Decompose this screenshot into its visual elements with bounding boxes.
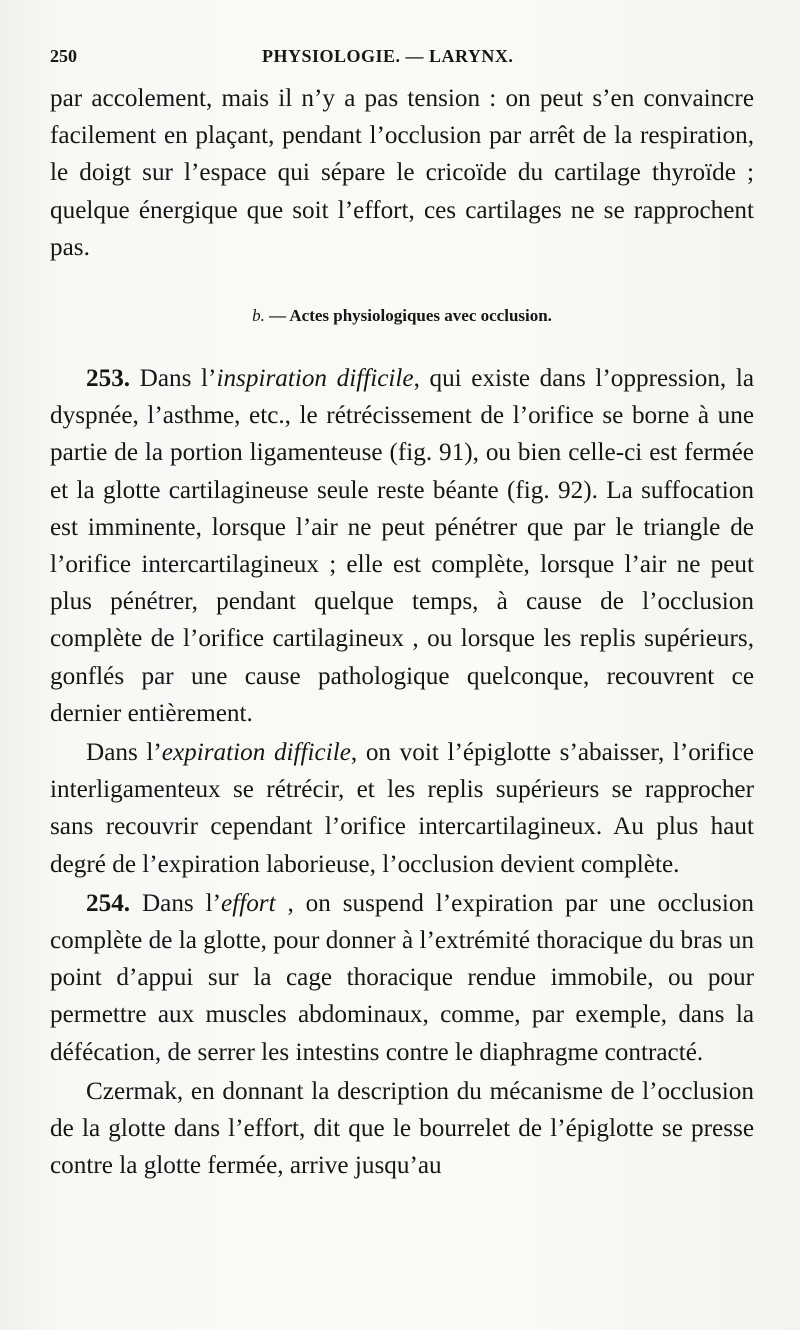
running-head <box>50 42 750 72</box>
paragraph-253 <box>50 360 754 732</box>
paragraph-text: , on voit l’épiglotte s’abaisser, l’orifice interligamenteux se rétrécir, et les replis supérieurs se rapprocher sans recouvrir cependant l’orifice intercartilagineux. Au plus haut degré de l’expiration laborieuse, l’occlusion devient complète. <box>50 739 754 878</box>
section-letter: b. <box>252 306 265 326</box>
italic-term: inspiration difficile <box>216 365 414 393</box>
paragraph-text: Dans l’ <box>130 365 217 393</box>
paragraph-text: , on suspend l’expiration par une occlusion complète de la glotte, pour donner à l’extrémité thoracique du bras un point d’appui sur la cage thoracique rendue immobile, ou pour permettre aux muscles abdominaux, comme, par exemple, dans la défécation, de serrer les intestins contre le diaphragme contracté. <box>50 889 755 1066</box>
body-text <box>50 80 754 1184</box>
paragraph-text: , qui existe dans l’oppression, la dyspnée, l’asthme, etc., le rétrécissement de l’orifice se borne à une partie de la portion ligamenteuse (fig. 91), ou bien celle-ci est fermée et la glotte cartilagineuse seule reste béante (fig. 92). La suffocation est imminente, lorsque l’air ne peut pénétrer que par le triangle de l’orifice intercartilagineux ; elle est complète, lorsque l’air ne peut plus pénétrer, pendant quelque temps, à cause de l’occlusion complète de l’orifice cartilagineux , ou lorsque les replis supérieurs, gonflés par une cause pathologique quelconque, recouvrent ce dernier entièrement. <box>50 365 755 727</box>
running-title: PHYSIOLOGIE. — LARYNX. <box>262 46 514 66</box>
page-number: 250 <box>50 46 77 66</box>
paragraph-czermak: Czermak, en donnant la description du mécanisme de l’occlusion de la glotte dans l’effort, dit que le bourrelet de l’épiglotte se presse contre la glotte fermée, arrive jusqu’au <box>50 1077 754 1180</box>
italic-term: effort <box>221 889 276 917</box>
paragraph-number: 253. <box>86 365 131 393</box>
section-heading-text: — Actes physiologiques avec occlusion. <box>264 306 552 326</box>
paragraph-continued: par accolement, mais il n’y a pas tension : on peut s’en convaincre facilement en plaçant, pendant l’occlusion par arrêt de la respiration, le doigt sur l’espace qui sépare le cricoïde du cartilage thyroïde ; quelque énergique que soit l’effort, ces cartilages ne se rapprochent pas. <box>50 85 754 261</box>
section-heading <box>50 306 754 326</box>
paragraph-text: Dans l’ <box>86 739 162 767</box>
paragraph-254 <box>50 885 754 1071</box>
paragraph-expiration <box>50 734 754 883</box>
paragraph-text: Dans l’ <box>130 889 222 917</box>
italic-term: expiration difficile <box>161 739 351 767</box>
paragraph-number: 254. <box>86 889 131 917</box>
